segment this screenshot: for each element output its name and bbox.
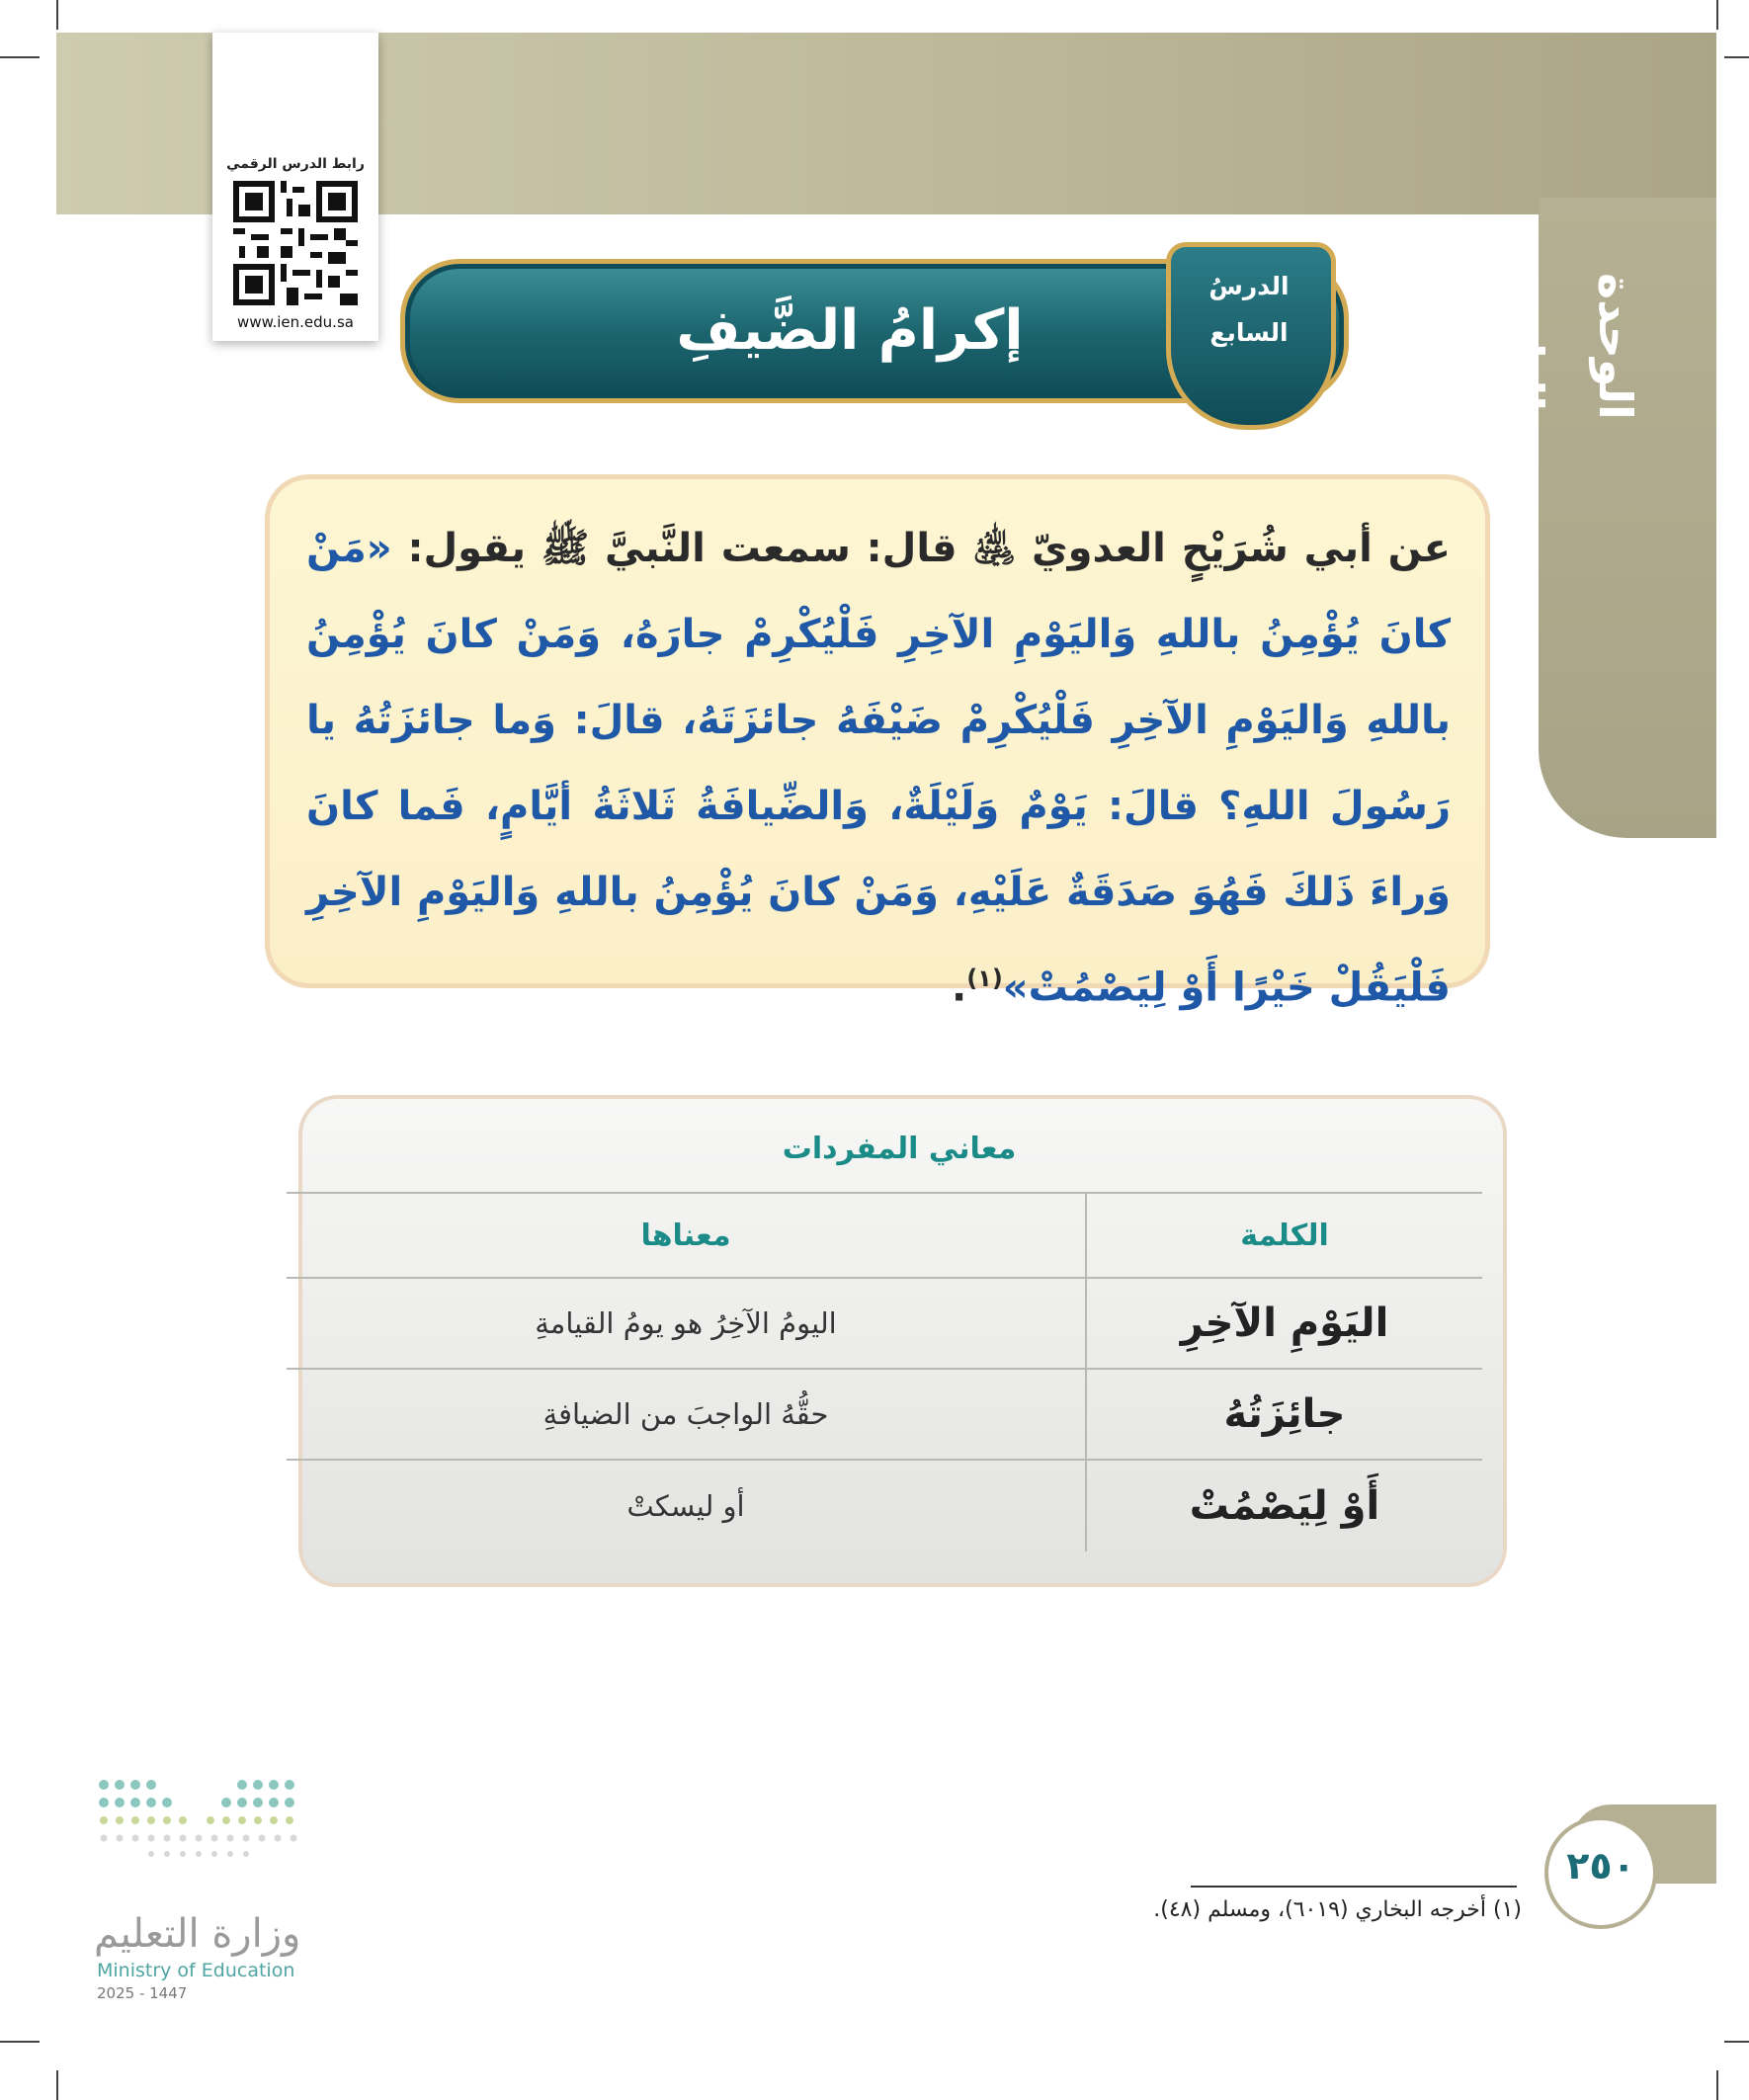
crop-mark bbox=[0, 2041, 40, 2043]
hadith-end: . bbox=[952, 965, 967, 1011]
header-word: الكلمة bbox=[1086, 1193, 1482, 1278]
vocab-word: أَوْ لِيَصْمُتْ bbox=[1086, 1460, 1482, 1552]
page-number: ٢٥٠ bbox=[1566, 1844, 1635, 1888]
table-row bbox=[287, 1369, 1482, 1460]
qr-caption: رابط الدرس الرقمي bbox=[226, 156, 365, 172]
table-row bbox=[287, 1460, 1482, 1552]
qr-code-icon[interactable] bbox=[233, 181, 358, 305]
qr-url-link[interactable]: www.ien.edu.sa bbox=[237, 313, 354, 331]
vocab-word: جائِزَتُهُ bbox=[1086, 1369, 1482, 1460]
footnote-mark[interactable]: (١) bbox=[966, 965, 1003, 992]
hadith-quote: «مَنْ كانَ يُؤْمِنُ باللهِ وَاليَوْمِ الآخِرِ فَلْيُكْرِمْ جارَهُ، وَمَنْ كانَ يُؤْمِنُ باللهِ وَاليَوْمِ الآخِرِ فَلْيُكْرِمْ ضَيْفَهُ جائزَتَهُ، قالَ: وَما جائزَتُهُ يا رَسُولَ اللهِ؟ قالَ: يَوْمٌ وَلَيْلَةٌ، وَالضِّيافَةُ ثَلاثَةُ أيَّامٍ، فَما كانَ وَراءَ ذَلكَ فَهُوَ صَدَقَةٌ عَلَيْهِ، وَمَنْ كانَ يُؤْمِنُ باللهِ وَاليَوْمِ الآخِرِ فَلْيَقُلْ خَيْرًا أَوْ لِيَصْمُتْ» bbox=[306, 526, 1451, 1011]
ministry-name-arabic: وزارة التعليم bbox=[94, 1911, 301, 1957]
hadith-intro: عن أبي شُرَيْحٍ العدويّ ﵁ قال: سمعت النَّبيَّ ﷺ يقول: bbox=[391, 526, 1451, 571]
lesson-badge-number: السابع bbox=[1209, 318, 1289, 347]
vocab-meaning: حقُّهُ الواجبَ من الضيافةِ bbox=[287, 1369, 1086, 1460]
crop-mark bbox=[0, 56, 40, 58]
hadith-text bbox=[306, 506, 1451, 1011]
header-meaning: معناها bbox=[287, 1193, 1086, 1278]
table-row bbox=[287, 1278, 1482, 1369]
crop-mark bbox=[56, 0, 58, 30]
footnote-divider bbox=[1191, 1886, 1517, 1888]
footnote: (١) أخرجه البخاري (٦٠١٩)، ومسلم (٤٨). bbox=[1153, 1897, 1522, 1922]
vocab-meaning: أو ليسكتْ bbox=[287, 1460, 1086, 1552]
ministry-year: 2025 - 1447 bbox=[97, 1984, 188, 2002]
qr-card[interactable] bbox=[212, 33, 378, 341]
lesson-title: إكرامُ الضَّيفِ bbox=[676, 298, 1024, 363]
lesson-badge-label: الدرسُ bbox=[1208, 272, 1290, 300]
crop-mark bbox=[1724, 56, 1749, 58]
crop-mark bbox=[56, 2070, 58, 2100]
ministry-logo-icon bbox=[94, 1775, 311, 1864]
unit-label: الوحدة الثانية bbox=[1500, 272, 1642, 420]
vocab-word: اليَوْمِ الآخِرِ bbox=[1086, 1278, 1482, 1369]
vocab-table bbox=[287, 1192, 1482, 1552]
crop-mark bbox=[1716, 2070, 1718, 2100]
vocab-meaning: اليومُ الآخِرُ هو يومُ القيامةِ bbox=[287, 1278, 1086, 1369]
vocab-title: معاني المفردات bbox=[782, 1132, 1017, 1166]
crop-mark bbox=[1716, 0, 1718, 30]
table-header-row bbox=[287, 1193, 1482, 1278]
crop-mark bbox=[1724, 2041, 1749, 2043]
ministry-name-english: Ministry of Education bbox=[97, 1960, 295, 1981]
